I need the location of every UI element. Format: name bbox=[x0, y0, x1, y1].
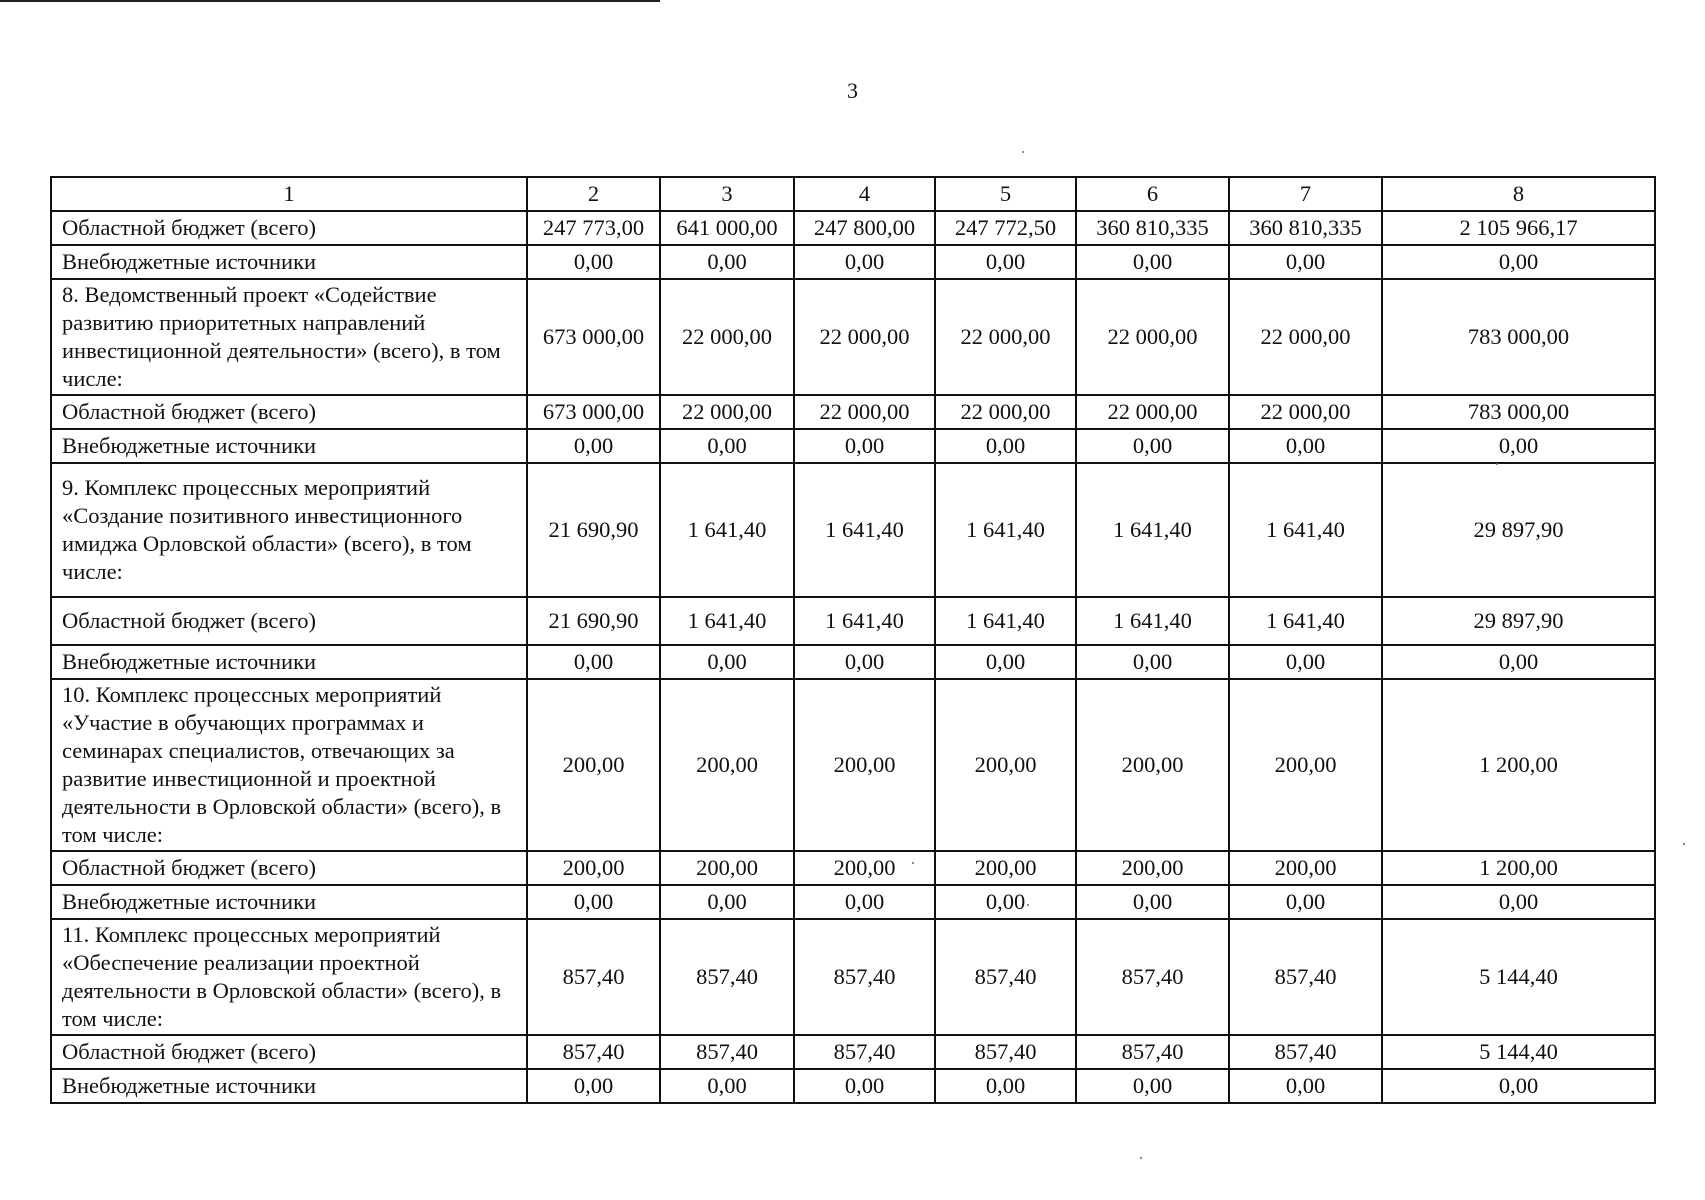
value-cell: 200,00 bbox=[660, 679, 794, 851]
row-label: 11. Комплекс процессных мероприятий «Обеспечение реализации проектной деятельности в Орловской области» (всего), в том числе: bbox=[51, 919, 527, 1035]
value-cell: 21 690,90 bbox=[527, 597, 660, 645]
value-cell: 0,00 bbox=[1076, 885, 1229, 919]
scan-speck bbox=[1022, 151, 1024, 153]
value-cell: 200,00 bbox=[794, 851, 935, 885]
value-cell: 0,00 bbox=[1382, 245, 1655, 279]
value-cell: 0,00 bbox=[660, 645, 794, 679]
value-cell: 200,00 bbox=[1229, 679, 1382, 851]
value-cell: 783 000,00 bbox=[1382, 279, 1655, 395]
value-cell: 857,40 bbox=[794, 919, 935, 1035]
value-cell: 0,00 bbox=[794, 245, 935, 279]
value-cell: 857,40 bbox=[527, 919, 660, 1035]
value-cell: 2 105 966,17 bbox=[1382, 211, 1655, 245]
top-rule bbox=[0, 0, 660, 2]
value-cell: 247 772,50 bbox=[935, 211, 1076, 245]
table-body bbox=[51, 211, 1655, 1103]
value-cell: 1 641,40 bbox=[794, 597, 935, 645]
value-cell: 857,40 bbox=[1229, 919, 1382, 1035]
value-cell: 857,40 bbox=[527, 1035, 660, 1069]
value-cell: 22 000,00 bbox=[794, 395, 935, 429]
value-cell: 0,00 bbox=[935, 429, 1076, 463]
scan-speck bbox=[1140, 1157, 1142, 1159]
header-cell: 3 bbox=[660, 177, 794, 211]
value-cell: 22 000,00 bbox=[794, 279, 935, 395]
value-cell: 1 641,40 bbox=[660, 597, 794, 645]
value-cell: 857,40 bbox=[935, 1035, 1076, 1069]
table-row bbox=[51, 919, 1655, 1035]
value-cell: 0,00 bbox=[935, 645, 1076, 679]
row-label: Внебюджетные источники bbox=[51, 245, 527, 279]
row-label: 9. Комплекс процессных мероприятий «Создание позитивного инвестиционного имиджа Орловской области» (всего), в том числе: bbox=[51, 463, 527, 597]
budget-table bbox=[50, 176, 1656, 1104]
header-cell: 7 bbox=[1229, 177, 1382, 211]
value-cell: 0,00 bbox=[1229, 429, 1382, 463]
table-row bbox=[51, 597, 1655, 645]
value-cell: 200,00 bbox=[527, 679, 660, 851]
value-cell: 0,00 bbox=[660, 245, 794, 279]
value-cell: 200,00 bbox=[935, 851, 1076, 885]
row-label: Областной бюджет (всего) bbox=[51, 851, 527, 885]
value-cell: 0,00 bbox=[1076, 645, 1229, 679]
value-cell: 200,00 bbox=[527, 851, 660, 885]
value-cell: 200,00 bbox=[1076, 679, 1229, 851]
row-label: Внебюджетные источники bbox=[51, 645, 527, 679]
value-cell: 0,00 bbox=[527, 885, 660, 919]
row-label: 10. Комплекс процессных мероприятий «Участие в обучающих программах и семинарах специалистов, отвечающих за развитие инвестиционной и проектной деятельности в Орловской области» (всего), в том числе: bbox=[51, 679, 527, 851]
value-cell: 1 641,40 bbox=[1229, 463, 1382, 597]
row-label: Внебюджетные источники bbox=[51, 1069, 527, 1103]
row-label: 8. Ведомственный проект «Содействие развитию приоритетных направлений инвестиционной деятельности» (всего), в том числе: bbox=[51, 279, 527, 395]
header-row bbox=[51, 177, 1655, 211]
value-cell: 641 000,00 bbox=[660, 211, 794, 245]
value-cell: 200,00 bbox=[1229, 851, 1382, 885]
value-cell: 0,00 bbox=[527, 1069, 660, 1103]
value-cell: 200,00 bbox=[794, 679, 935, 851]
value-cell: 0,00 bbox=[1076, 1069, 1229, 1103]
value-cell: 22 000,00 bbox=[935, 395, 1076, 429]
value-cell: 0,00 bbox=[794, 429, 935, 463]
scan-speck bbox=[1683, 843, 1685, 845]
value-cell: 0,00 bbox=[527, 429, 660, 463]
value-cell: 0,00 bbox=[935, 1069, 1076, 1103]
value-cell: 22 000,00 bbox=[660, 395, 794, 429]
header-cell: 8 bbox=[1382, 177, 1655, 211]
header-cell: 1 bbox=[51, 177, 527, 211]
value-cell: 1 641,40 bbox=[935, 463, 1076, 597]
value-cell: 247 773,00 bbox=[527, 211, 660, 245]
value-cell: 0,00 bbox=[1076, 245, 1229, 279]
value-cell: 0,00 bbox=[935, 245, 1076, 279]
table-row bbox=[51, 851, 1655, 885]
value-cell: 1 641,40 bbox=[935, 597, 1076, 645]
value-cell: 1 641,40 bbox=[1229, 597, 1382, 645]
scan-speck bbox=[1027, 904, 1029, 906]
table-row bbox=[51, 1069, 1655, 1103]
value-cell: 0,00 bbox=[660, 429, 794, 463]
value-cell: 0,00 bbox=[1229, 645, 1382, 679]
value-cell: 5 144,40 bbox=[1382, 919, 1655, 1035]
value-cell: 0,00 bbox=[1382, 1069, 1655, 1103]
value-cell: 0,00 bbox=[660, 1069, 794, 1103]
value-cell: 0,00 bbox=[794, 645, 935, 679]
value-cell: 0,00 bbox=[1382, 885, 1655, 919]
value-cell: 0,00 bbox=[1229, 885, 1382, 919]
value-cell: 1 200,00 bbox=[1382, 851, 1655, 885]
value-cell: 22 000,00 bbox=[1229, 395, 1382, 429]
row-label: Областной бюджет (всего) bbox=[51, 395, 527, 429]
value-cell: 21 690,90 bbox=[527, 463, 660, 597]
value-cell: 1 641,40 bbox=[1076, 597, 1229, 645]
header-cell: 5 bbox=[935, 177, 1076, 211]
value-cell: 673 000,00 bbox=[527, 395, 660, 429]
value-cell: 0,00 bbox=[1382, 429, 1655, 463]
value-cell: 200,00 bbox=[1076, 851, 1229, 885]
value-cell: 22 000,00 bbox=[1076, 279, 1229, 395]
value-cell: 360 810,335 bbox=[1229, 211, 1382, 245]
table-row bbox=[51, 463, 1655, 597]
header-cell: 2 bbox=[527, 177, 660, 211]
value-cell: 0,00 bbox=[1229, 245, 1382, 279]
table-row bbox=[51, 279, 1655, 395]
value-cell: 857,40 bbox=[660, 919, 794, 1035]
value-cell: 673 000,00 bbox=[527, 279, 660, 395]
header-cell: 6 bbox=[1076, 177, 1229, 211]
row-label: Внебюджетные источники bbox=[51, 429, 527, 463]
row-label: Областной бюджет (всего) bbox=[51, 211, 527, 245]
value-cell: 857,40 bbox=[1229, 1035, 1382, 1069]
value-cell: 29 897,90 bbox=[1382, 463, 1655, 597]
value-cell: 0,00 bbox=[527, 645, 660, 679]
table-row bbox=[51, 429, 1655, 463]
value-cell: 29 897,90 bbox=[1382, 597, 1655, 645]
value-cell: 1 641,40 bbox=[1076, 463, 1229, 597]
row-label: Областной бюджет (всего) bbox=[51, 597, 527, 645]
value-cell: 0,00 bbox=[794, 1069, 935, 1103]
table-row bbox=[51, 395, 1655, 429]
table-row bbox=[51, 211, 1655, 245]
value-cell: 0,00 bbox=[527, 245, 660, 279]
value-cell: 22 000,00 bbox=[1229, 279, 1382, 395]
row-label: Областной бюджет (всего) bbox=[51, 1035, 527, 1069]
scan-speck bbox=[1496, 463, 1498, 465]
value-cell: 857,40 bbox=[794, 1035, 935, 1069]
value-cell: 857,40 bbox=[1076, 919, 1229, 1035]
budget-table-wrapper bbox=[50, 176, 1654, 1104]
value-cell: 0,00 bbox=[660, 885, 794, 919]
value-cell: 1 200,00 bbox=[1382, 679, 1655, 851]
page-number: 3 bbox=[847, 78, 858, 103]
scan-speck bbox=[912, 862, 914, 864]
table-row bbox=[51, 679, 1655, 851]
table-row bbox=[51, 245, 1655, 279]
table-row bbox=[51, 885, 1655, 919]
value-cell: 5 144,40 bbox=[1382, 1035, 1655, 1069]
value-cell: 360 810,335 bbox=[1076, 211, 1229, 245]
value-cell: 0,00 bbox=[1382, 645, 1655, 679]
value-cell: 200,00 bbox=[660, 851, 794, 885]
value-cell: 0,00 bbox=[1229, 1069, 1382, 1103]
row-label: Внебюджетные источники bbox=[51, 885, 527, 919]
value-cell: 22 000,00 bbox=[935, 279, 1076, 395]
value-cell: 247 800,00 bbox=[794, 211, 935, 245]
value-cell: 0,00 bbox=[1076, 429, 1229, 463]
value-cell: 22 000,00 bbox=[1076, 395, 1229, 429]
value-cell: 857,40 bbox=[660, 1035, 794, 1069]
value-cell: 0,00 bbox=[935, 885, 1076, 919]
header-cell: 4 bbox=[794, 177, 935, 211]
value-cell: 200,00 bbox=[935, 679, 1076, 851]
table-row bbox=[51, 1035, 1655, 1069]
value-cell: 1 641,40 bbox=[660, 463, 794, 597]
value-cell: 1 641,40 bbox=[794, 463, 935, 597]
table-row bbox=[51, 645, 1655, 679]
value-cell: 783 000,00 bbox=[1382, 395, 1655, 429]
value-cell: 857,40 bbox=[1076, 1035, 1229, 1069]
value-cell: 857,40 bbox=[935, 919, 1076, 1035]
value-cell: 22 000,00 bbox=[660, 279, 794, 395]
value-cell: 0,00 bbox=[794, 885, 935, 919]
